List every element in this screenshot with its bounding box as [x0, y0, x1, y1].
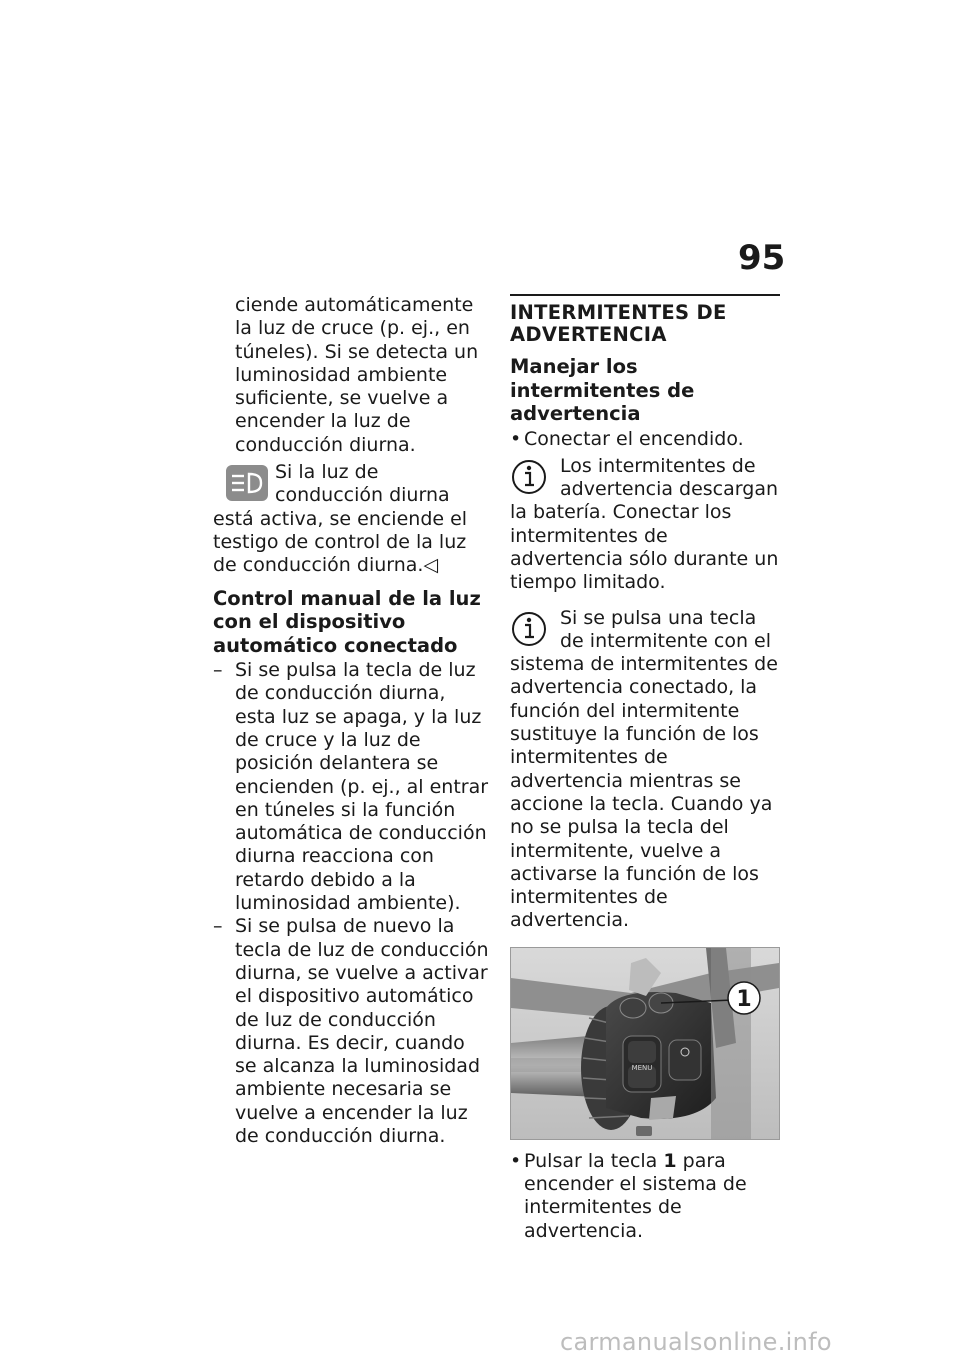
note-turn-signal [510, 607, 780, 933]
note-drl-text: Si la luz de conducción diurna está activa, se enciende el testigo de control de la luz de conducción diurna.◁ [213, 461, 468, 577]
list-item-text [524, 1150, 780, 1243]
list-item [510, 428, 780, 451]
page-number: 95 [738, 238, 786, 278]
callout-1: 1 [736, 986, 752, 1012]
step-text-post: para encender el sistema de intermitentes de advertencia. [524, 1149, 747, 1242]
bullet-mark: • [510, 427, 522, 450]
list-item [213, 659, 491, 915]
left-column [213, 294, 491, 1148]
dash-mark: – [213, 915, 223, 938]
list-item [510, 1150, 780, 1243]
dash-mark: – [213, 659, 223, 682]
handlebar-switch-illustration [511, 948, 779, 1139]
list-item-text: Conectar el encendido. [524, 427, 744, 450]
note-battery-text: Los intermitentes de advertencia descargan la batería. Conectar los intermitentes de advertencia sólo durante un tiempo limitado. [510, 454, 779, 594]
note-drl-indicator [213, 461, 491, 577]
right-column [510, 294, 780, 1243]
note-turn-signal-text: Si se pulsa una tecla de intermitente con el sistema de intermitentes de advertencia conectado, la función del intermitente sustituye la función de los intermitentes de advertencia mientras se accione la tecla. Cuando ya no se pulsa la tecla del intermitente, vuelve a activarse la función de los intermitentes de advertencia. [510, 606, 778, 932]
key-number: 1 [663, 1149, 677, 1172]
list-item-text: Si se pulsa de nuevo la tecla de luz de conducción diurna, se vuelve a activar el dispositivo automático de luz de conducción diurna. Es decir, cuando se alcanza la luminosidad ambiente necesaria se vuelve a encender la luz de conducción diurna. [235, 915, 489, 1147]
section-title: INTERMITENTES DE ADVERTENCIA [510, 294, 780, 346]
menu-label: MENU [631, 1063, 653, 1072]
handlebar-switch-photo [510, 947, 780, 1140]
paragraph-auto-light: ciende automáticamente la luz de cruce (p. ej., en túneles). Si se detecta un luminosidad ambiente suficiente, se vuelve a encender la luz de conducción diurna. [235, 294, 479, 456]
note-battery [510, 455, 780, 595]
bullet-mark: • [510, 1149, 522, 1172]
info-icon [510, 609, 556, 649]
watermark: carmanualsonline.info [560, 1328, 832, 1356]
subheading-hazard-lights: Manejar los intermitentes de advertencia [510, 355, 695, 425]
list-item-text: Si se pulsa la tecla de luz de conducción diurna, esta luz se apaga, y la luz de cruce y la luz de posición delantera se encienden (p. ej., al entrar en túneles si la función automática de conducción diurna reacciona con retardo debido a la luminosidad ambiente). [235, 659, 489, 915]
list-item [213, 915, 491, 1148]
info-icon [510, 457, 556, 497]
section-heading-manual-control: Control manual de la luz con el dispositivo automático conectado [213, 586, 481, 657]
daytime-running-light-icon [225, 463, 271, 503]
step-text-pre: Pulsar la tecla [524, 1149, 664, 1172]
